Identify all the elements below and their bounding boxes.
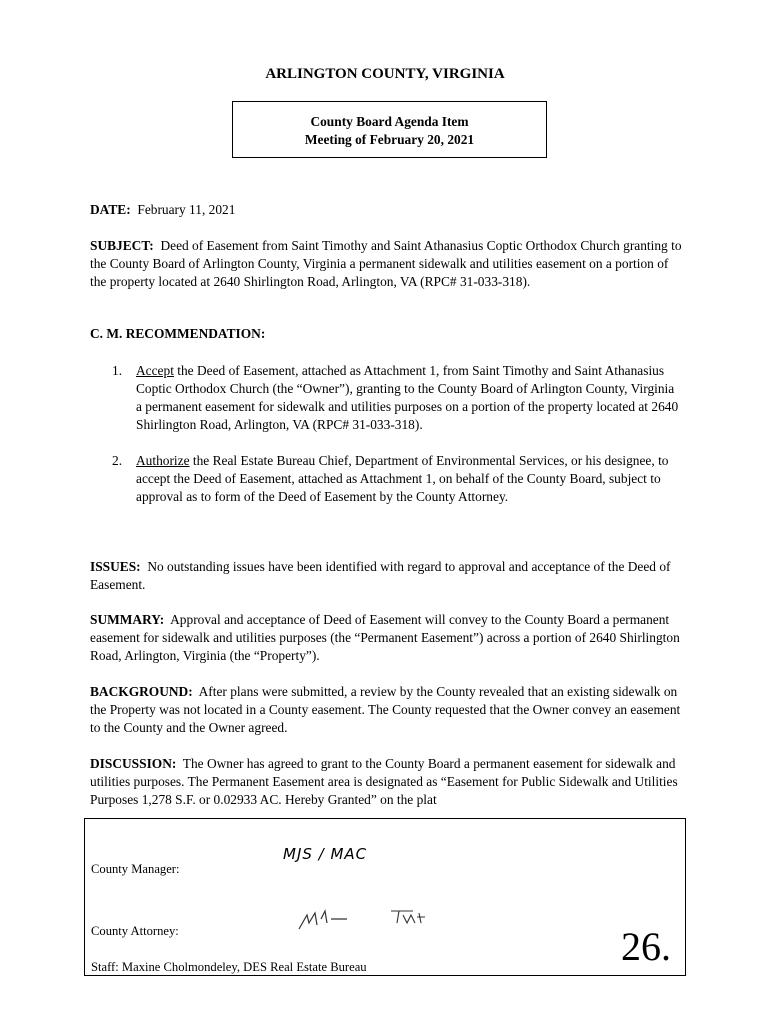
- item-text: the Deed of Easement, attached as Attachment 1, from Saint Timothy and Saint Athanasius Coptic Orthodox Church (the “Owner”), granting to the County Board of Arlington County, Virginia a permanent easement for sidewalk and utilities purposes on a portion of the property located at 2640 Shirlington Road, Arlington, VA (RPC# 31-033-318).: [136, 363, 679, 432]
- date-section: [90, 201, 682, 219]
- agenda-item-title: County Board Agenda Item: [310, 114, 469, 129]
- discussion-label: DISCUSSION:: [90, 756, 177, 771]
- discussion-section: [90, 755, 682, 809]
- county-attorney-label: County Attorney:: [91, 924, 179, 938]
- agenda-number: 26.: [621, 924, 671, 969]
- recommendation-item: [90, 452, 682, 506]
- signature-box: [84, 818, 686, 976]
- item-number: 2.: [112, 453, 123, 468]
- summary-section: [90, 611, 682, 665]
- discussion-text: The Owner has agreed to grant to the County Board a permanent easement for sidewalk and utilities purposes. The Permanent Easement area is designated as “Easement for Public Sidewalk and Utilities Purposes 1,278 S.F. or 0.02933 AC. Hereby Granted” on the plat: [90, 756, 678, 807]
- meeting-date: Meeting of February 20, 2021: [304, 132, 475, 147]
- recommendation-list: [90, 362, 682, 506]
- staff-line: Staff: Maxine Cholmondeley, DES Real Estate Bureau: [91, 960, 367, 974]
- issues-section: [90, 558, 682, 594]
- issues-label: ISSUES:: [90, 559, 141, 574]
- date-value: February 11, 2021: [137, 202, 236, 217]
- background-label: BACKGROUND:: [90, 684, 193, 699]
- item-text: the Real Estate Bureau Chief, Department of Environmental Services, or his designee, to accept the Deed of Easement, attached as Attachment 1, on behalf of the County Board, subject to approval as to form of the Deed of Easement by the County Attorney.: [136, 453, 669, 504]
- manager-initials: MJS / MAC: [283, 845, 368, 863]
- county-manager-label: County Manager:: [91, 862, 180, 876]
- county-title: ARLINGTON COUNTY, VIRGINIA: [265, 66, 505, 82]
- background-section: [90, 683, 682, 737]
- subject-section: [90, 237, 682, 291]
- recommendation-item: [90, 362, 682, 434]
- issues-text: No outstanding issues have been identified with regard to approval and acceptance of the Deed of Easement.: [90, 559, 671, 592]
- item-verb: Authorize: [136, 453, 190, 468]
- attorney-signature-icon: [295, 905, 455, 935]
- subject-label: SUBJECT:: [90, 238, 154, 253]
- subject-text: Deed of Easement from Saint Timothy and Saint Athanasius Coptic Orthodox Church granting to the County Board of Arlington County, Virginia a permanent sidewalk and utilities easement on a portion of the property located at 2640 Shirlington Road, Arlington, VA (RPC# 31-033-318).: [90, 238, 682, 289]
- summary-label: SUMMARY:: [90, 612, 165, 627]
- recommendation-heading: C. M. RECOMMENDATION:: [90, 326, 266, 341]
- item-verb: Accept: [136, 363, 174, 378]
- item-number: 1.: [112, 363, 123, 378]
- background-text: After plans were submitted, a review by the County revealed that an existing sidewalk on the Property was not located in a County easement. The County requested that the Owner convey an easement to the County and the Owner agreed.: [90, 684, 681, 735]
- summary-text: Approval and acceptance of Deed of Easement will convey to the County Board a permanent easement for sidewalk and utilities purposes (the “Permanent Easement”) across a portion of 2640 Shirlington Road, Arlington, Virginia (the “Property”).: [90, 612, 680, 663]
- agenda-item-box: [232, 101, 547, 158]
- date-label: DATE:: [90, 202, 131, 217]
